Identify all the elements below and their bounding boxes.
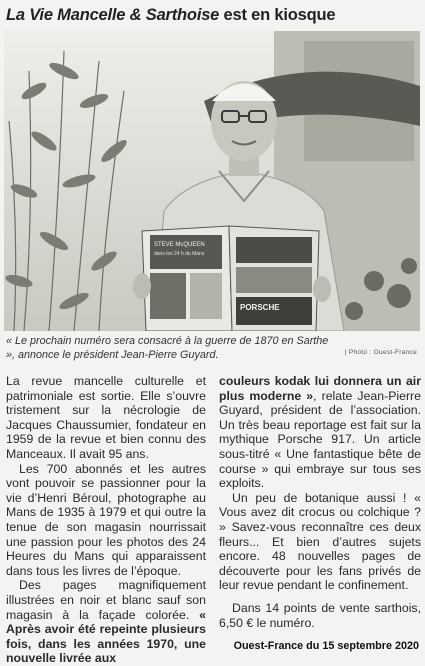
photo-credit: | Photo : Ouest-France <box>344 349 417 356</box>
quote-bold: couleurs kodak lui donnera un air plus moderne » <box>219 374 421 403</box>
paragraph-text: , relate Jean-Pierre Guyard, président de l’association. Un très beau reportage est fait sur la mythique Porsche 917. Un article sous-titré « Une fantastique bête de course » qui embraye sur tous ses exploits. <box>219 388 421 491</box>
paragraph: Dans 14 points de vente sarthois, 6,50 € le numéro. <box>219 600 421 630</box>
magazine-header-text: STEVE McQUEEN <box>154 242 205 248</box>
paragraph-text: Des pages magnifiquement illustrées en noir et blanc sauf son magasin à la façade colorée. <box>6 578 206 622</box>
magazine-panel-text: PORSCHE <box>240 303 280 312</box>
quote-bold: « Après avoir été repeinte plusieurs fois, dans les années 1970, une nouvelle livrée aux <box>6 607 206 666</box>
headline-suffix: est en kiosque <box>219 6 336 24</box>
headline-title: La Vie Mancelle & Sarthoise <box>6 6 220 24</box>
article-photo <box>4 31 420 331</box>
photo-illustration <box>4 31 420 331</box>
article-column-right <box>219 374 421 630</box>
paragraph: La revue mancelle culturelle et patrimoniale est sortie. Elle s’ouvre tristement sur la nécrologie de Jacques Chaussumier, fondateur en 1959 de la revue et bien connu des Manceaux. Il avait 95 ans. <box>6 374 206 461</box>
paragraph: Les 700 abonnés et les autres vont pouvoir se passionner pour la vie d’Henri Béroul, photographe au Mans de 1935 à 1979 et qui outre la tenue de son magasin nourrissait une passion pour les photos des 24 Heures du Mans qui apparaissent dans tous les livres de l’époque. <box>6 461 206 578</box>
photo-caption: « Le prochain numéro sera consacré à la guerre de 1870 en Sarthe », annonce le président Jean-Pierre Guyard. <box>6 335 329 361</box>
article-column-left <box>6 374 206 666</box>
paragraph <box>6 578 206 666</box>
source-line: Ouest-France du 15 septembre 2020 <box>233 640 419 652</box>
magazine-subheader-text: dans les 24 h du Mans <box>154 251 205 257</box>
headline <box>6 6 420 28</box>
paragraph <box>219 374 421 491</box>
magazine-prop <box>142 226 319 331</box>
paragraph: Un peu de botanique aussi ! « Vous avez dit crocus ou colchique ? » Savez-vous reconnaître ces deux fleurs... Et bien d’autres sujets encore. 48 nouvelles pages de découverte pour les fans privés de leur revue pendant le confinement. <box>219 490 421 593</box>
